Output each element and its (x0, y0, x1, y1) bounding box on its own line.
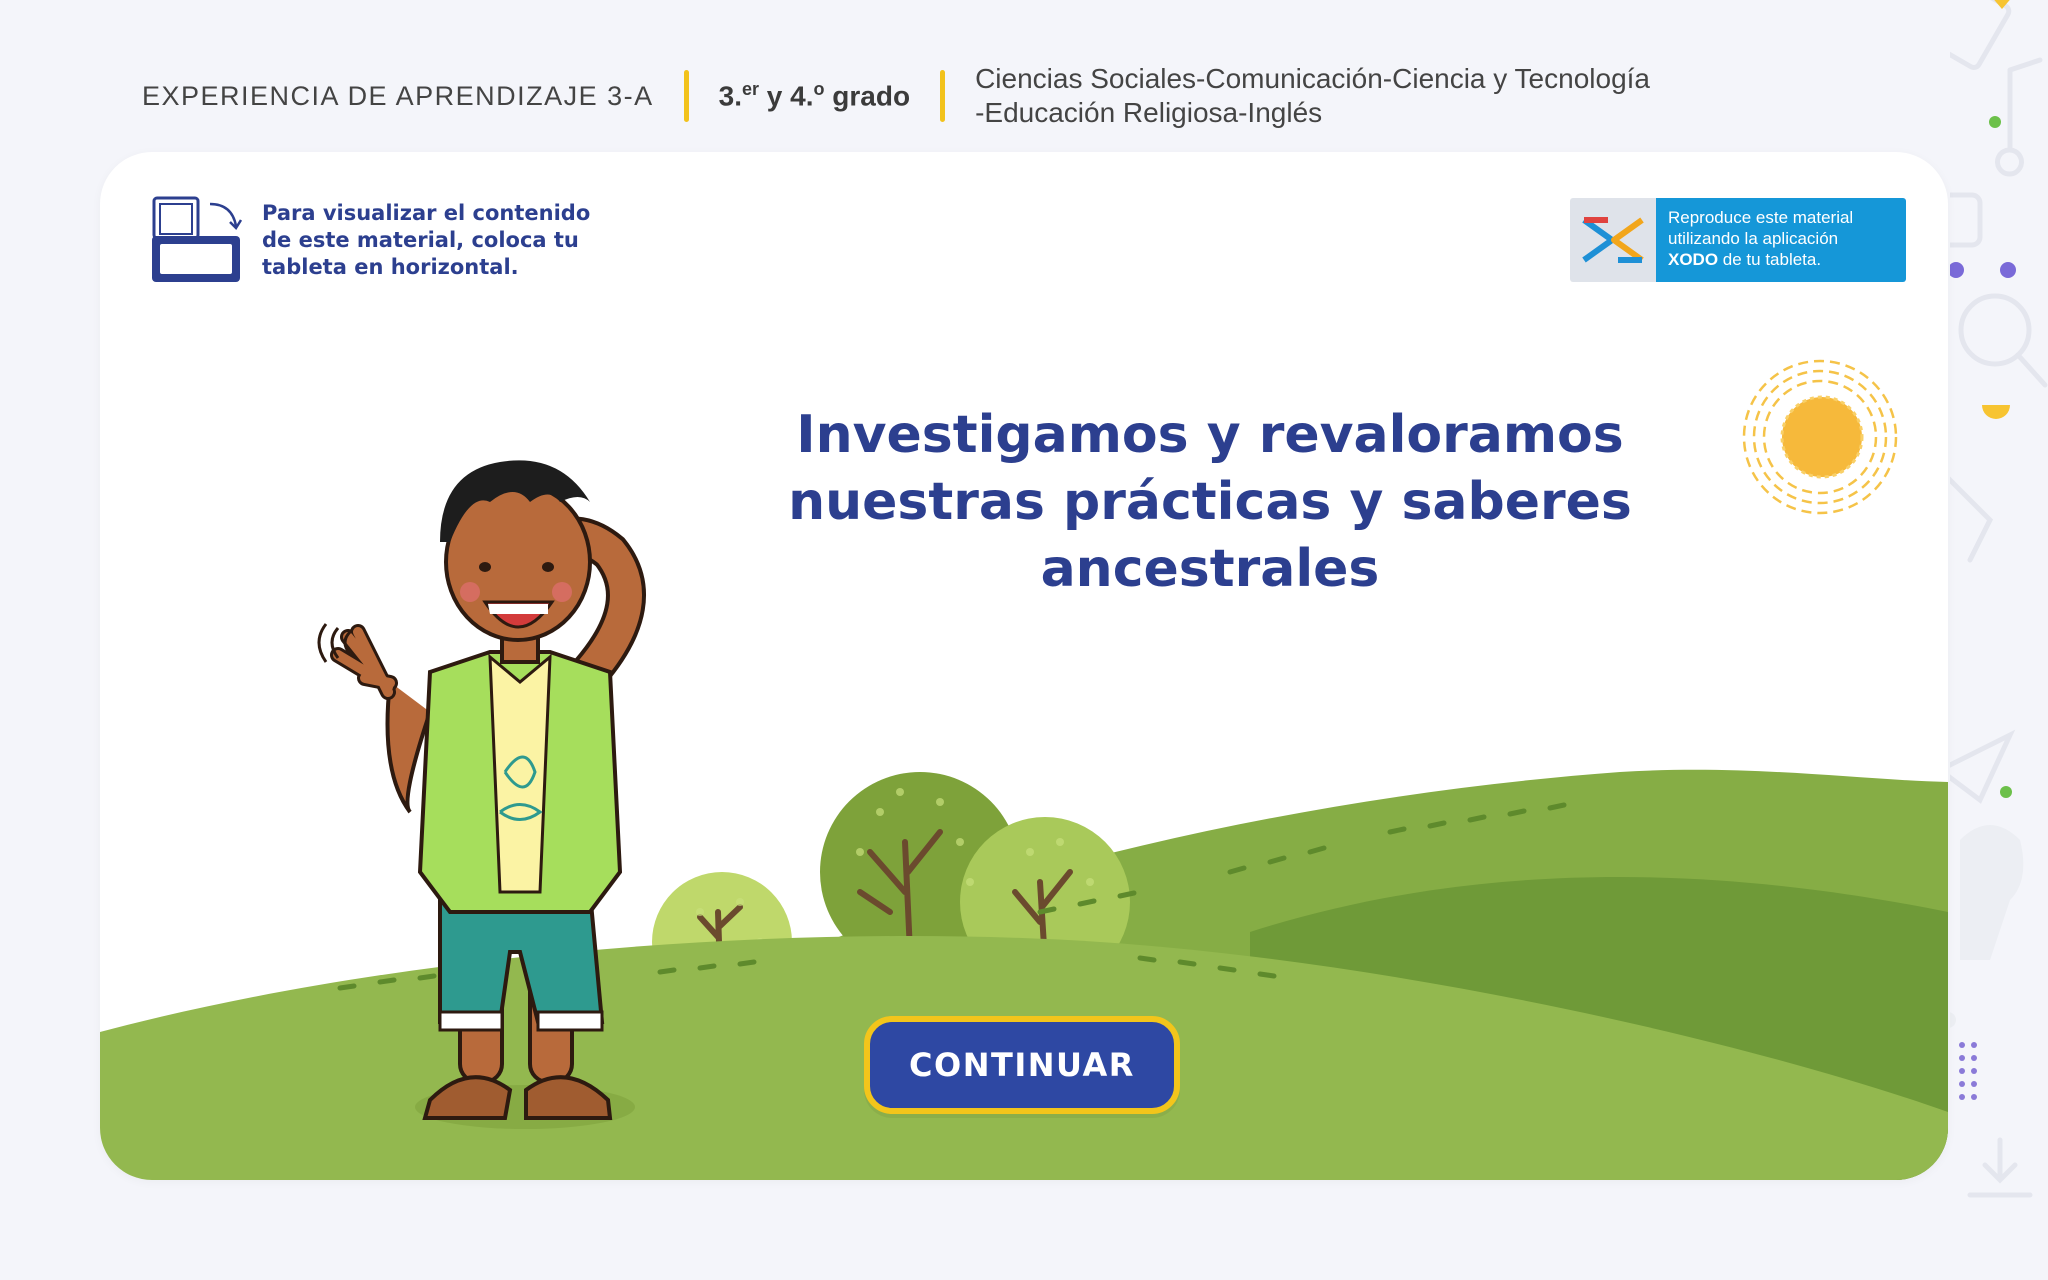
sun-illustration (1740, 357, 1900, 517)
areas-label: Ciencias Sociales-Comunicación-Ciencia y Tecnología -Educación Religiosa-Inglés (975, 63, 1650, 128)
page-title: Investigamos y revaloramos nuestras prácticas y saberes ancestrales (788, 405, 1632, 599)
header (142, 56, 1650, 136)
content-card (100, 152, 1948, 1180)
grade-label: 3.$^{er}$ y 4.$^o$ grado (718, 79, 911, 112)
xodo-logo-icon (1570, 198, 1656, 282)
header-divider (684, 70, 689, 122)
tablet-orientation-hint (150, 192, 592, 288)
header-divider (940, 70, 945, 122)
tablet-hint-text: Para visualizar el contenido de este material, coloca tu tableta en horizontal. (262, 201, 591, 279)
tablet-rotate-icon (150, 192, 246, 288)
waving-boy-illustration (290, 352, 740, 1132)
side-decoration (1950, 0, 2048, 1280)
continue-button[interactable]: CONTINUAR (864, 1016, 1180, 1114)
xodo-banner (1570, 198, 1906, 282)
decor-dot (2000, 262, 2016, 278)
xodo-text: Reproduce este material utilizando la aplicación XODO de tu tableta. (1656, 198, 1906, 282)
experience-label: EXPERIENCIA DE APRENDIZAJE 3-A (142, 80, 654, 111)
